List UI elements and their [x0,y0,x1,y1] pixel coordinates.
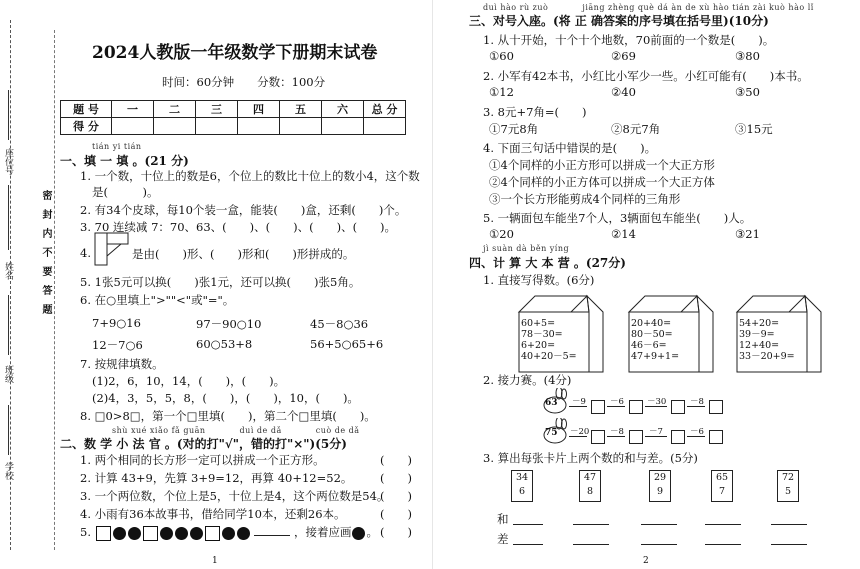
score-header: 总 分 [364,101,406,118]
diff-answer-line[interactable] [771,544,807,545]
dot-shape [222,527,235,540]
calc-item[interactable]: 46－6= [631,340,667,351]
calc-item[interactable]: 78－30= [521,329,563,340]
sec1-heading: 一、填 一 填 。(21 分) [60,154,189,168]
choice-option[interactable]: ③15元 [735,122,773,136]
card-bottom: 8 [586,486,594,497]
calc-item[interactable]: 80－50= [631,329,673,340]
score-cell[interactable] [112,118,154,135]
judge-answer-paren[interactable]: ( ) [380,471,412,485]
judge-5: 5. ，接着应画 。 [80,525,378,539]
score-cell[interactable] [322,118,364,135]
exam-title: 2024人教版一年级数学下册期末试卷 [92,43,378,63]
sec4-heading: 四、计 算 大 本 营 。(27分) [469,256,626,270]
choice-1: 1. 从十开始，十个十个地数，70前面的一个数是( )。 [483,33,775,47]
q2: 2. 有34个皮球，每10个装一盒，能装( )盒，还剩( )个。 [80,203,407,217]
diff-label: 差 [497,532,509,546]
seat-label: 座位号 [3,148,13,175]
sum-answer-line[interactable] [513,524,543,525]
score-cell[interactable] [196,118,238,135]
relay-op: －8 [690,397,704,407]
calc-item[interactable]: 33－20+9= [739,351,795,362]
card-top: 34 [515,472,529,483]
score-table [60,100,406,135]
judge-3: 3. 一个两位数，个位上是5，十位上是4，这个两位数是54。 [80,489,389,503]
choice-option[interactable]: ③50 [735,85,760,99]
seat-line [8,90,9,140]
q4-number: 4. [80,246,91,260]
diff-answer-line[interactable] [573,544,609,545]
sub-2: 2. 接力赛。(4分) [483,373,572,387]
judge-5-tail: ，接着应画 [293,525,352,539]
choice-option[interactable]: ①20 [489,227,514,241]
school-label: 学校 [3,462,13,480]
name-line [8,185,9,250]
score-row-label: 得 分 [61,118,112,135]
score-cell[interactable] [238,118,280,135]
dot-shape [175,527,188,540]
score-header: 二 [154,101,196,118]
choice-option[interactable]: ①60 [489,49,514,63]
judge-2: 2. 计算 43+9，先算 3+9=12，再算 40+12=52。 [80,471,353,485]
q6-item: 60○53+8 [196,337,253,351]
card-top: 29 [653,472,667,483]
relay-op: －7 [649,427,663,437]
choice-5: 5. 一辆面包车能坐7个人，3辆面包车能坐( )人。 [483,211,752,225]
dot-shape [352,527,365,540]
choice-2: 2. 小军有42本书，小红比小军少一些。小红可能有( )本书。 [483,69,809,83]
calc-item[interactable]: 40+20－5= [521,351,577,362]
choice-option[interactable]: ②69 [611,49,636,63]
choice-option[interactable]: ②4个同样的小正方体可以拼成一个大正方体 [489,175,715,189]
sec3-pinyin: duì hào rù zuò jiāng zhèng què dá àn de xù hào tián zài kuò hào lǐ [483,3,814,12]
number-card [711,470,733,502]
relay-op: －6 [690,427,704,437]
q6: 6. 在○里填上">""<"或"="。 [80,293,235,307]
relay-op: －6 [610,397,624,407]
page-number: 1 [212,556,218,566]
q6-item: 7+9○16 [92,316,141,330]
answer-blank[interactable] [254,535,290,536]
relay-start: 75 [545,428,558,438]
score-header: 五 [280,101,322,118]
sum-answer-line[interactable] [573,524,609,525]
choice-option[interactable]: ①12 [489,85,514,99]
calc-item[interactable]: 12+40= [739,340,780,351]
score-header: 六 [322,101,364,118]
score-cell[interactable] [154,118,196,135]
class-line [8,295,9,355]
calc-item[interactable]: 6+20= [521,340,556,351]
house-problems [739,318,795,362]
diff-answer-line[interactable] [641,544,677,545]
judge-answer-paren[interactable]: ( ) [380,507,412,521]
relay-op: －30 [647,397,667,407]
q3: 3. 70 连续减 7：70、63、( )、( )、( )、( )。 [80,220,397,234]
class-label: 班级 [3,365,13,383]
q7-part2: (2)4，3，5，5，8，( )，( )，10，( )。 [92,391,359,405]
score-header: 三 [196,101,238,118]
q7-part1: (1)2，6，10，14，( )，( )。 [92,374,286,388]
sub-1: 1. 直接写得数。(6分) [483,273,595,287]
calc-item[interactable]: 20+40= [631,318,672,329]
calc-item[interactable]: 54+20= [739,318,780,329]
q5: 5. 1张5元可以换( )张1元，还可以换( )张5角。 [80,275,361,289]
sec2-pinyin: shù xué xiǎo fǎ guān duì de dǎ cuò de dǎ [112,426,360,435]
sum-label: 和 [497,512,509,526]
dot-shape [128,527,141,540]
relay-answer-box[interactable] [629,400,643,414]
q6-item: 56+5○65+6 [310,337,384,351]
calc-item[interactable]: 47+9+1= [631,351,680,362]
judge-answer-paren[interactable]: ( ) [380,525,412,539]
card-top: 65 [715,472,729,483]
judge-4: 4. 小雨有36本故事书，借给同学10本，还剩26本。 [80,507,346,521]
choice-option[interactable]: ②40 [611,85,636,99]
square-shape [205,526,220,541]
exam-page-2 [432,0,860,569]
card-bottom: 7 [718,486,726,497]
relay-start: 63 [545,398,558,408]
sec3-heading: 三、对号入座。(将 正 确答案的序号填在括号里)(10分) [469,14,769,28]
relay-op: －8 [610,427,624,437]
score-header: 题 号 [61,101,112,118]
choice-option[interactable]: ③80 [735,49,760,63]
number-card [511,470,533,502]
number-card [579,470,601,502]
score-cell[interactable] [280,118,322,135]
relay-op: －9 [572,397,586,407]
seal-text: 密封内不要答题 [40,190,51,323]
q8: 8. □0>8□，第一个□里填( )，第二个□里填( )。 [80,409,376,423]
dot-shape [113,527,126,540]
judge-answer-paren[interactable]: ( ) [380,453,412,467]
number-card [777,470,799,502]
sum-answer-line[interactable] [771,524,807,525]
shape-figure-icon [94,232,130,266]
square-shape [143,526,158,541]
sum-answer-line[interactable] [641,524,677,525]
choice-option[interactable]: ③一个长方形能剪成4个同样的三角形 [489,192,681,206]
choice-option[interactable]: ①4个同样的小正方形可以拼成一个大正方形 [489,158,715,172]
name-label: 姓名 [3,262,13,280]
q1-line2: 是( )。 [92,185,159,199]
dot-shape [160,527,173,540]
relay-answer-box[interactable] [629,430,643,444]
school-line [8,405,9,455]
number-card [649,470,671,502]
dot-shape [190,527,203,540]
choice-3: 3. 8元+7角=( ) [483,105,587,119]
relay-answer-box[interactable] [591,430,605,444]
score-header: 四 [238,101,280,118]
choice-4: 4. 下面三句话中错误的是( )。 [483,141,657,155]
sec2-heading: 二、数 学 小 法 官 。(对的打"√"，错的打"×")(5分) [60,437,347,451]
relay-answer-box[interactable] [709,400,723,414]
page-number: 2 [643,556,649,566]
judge-1: 1. 两个相同的长方形一定可以拼成一个正方形。 [80,453,325,467]
card-bottom: 6 [518,486,526,497]
square-shape [96,526,111,541]
judge-answer-paren[interactable]: ( ) [380,489,412,503]
diff-answer-line[interactable] [705,544,741,545]
q1-line1: 1. 一个数，十位上的数是6，个位上的数比十位上的数小4，这个数 [80,169,420,183]
q4: 是由( )形、( )形和( )形拼成的。 [132,247,355,261]
calc-item[interactable]: 39－9= [739,329,775,340]
card-bottom: 5 [784,486,792,497]
q6-item: 97－90○10 [196,317,262,331]
relay-op: －20 [570,427,590,437]
choice-option[interactable]: ②14 [611,227,636,241]
q6-item: 12－7○6 [92,338,143,352]
card-top: 47 [583,472,597,483]
sum-answer-line[interactable] [705,524,741,525]
relay-answer-box[interactable] [591,400,605,414]
relay-answer-box[interactable] [671,400,685,414]
judge-5-number: 5. [80,525,91,539]
card-top: 72 [781,472,795,483]
q6-item: 45－8○36 [310,317,369,331]
diff-answer-line[interactable] [513,544,543,545]
score-cell[interactable] [364,118,406,135]
sec1-pinyin: tián yi tián [92,142,142,151]
relay-answer-box[interactable] [709,430,723,444]
exam-meta: 时间：60分钟 分数：100分 [162,75,326,89]
choice-option[interactable]: ②8元7角 [611,122,661,136]
house-problems [631,318,679,362]
house-problems [521,318,577,362]
q7: 7. 按规律填数。 [80,357,164,371]
choice-option[interactable]: ③21 [735,227,760,241]
card-bottom: 9 [656,486,664,497]
dot-shape [237,527,250,540]
score-header: 一 [112,101,154,118]
relay-answer-box[interactable] [671,430,685,444]
exam-page-1 [0,0,428,569]
calc-item[interactable]: 60+5= [521,318,556,329]
sec4-pinyin: jì suàn dà běn yíng [483,244,570,253]
sub-3: 3. 算出每张卡片上两个数的和与差。(5分) [483,451,698,465]
choice-option[interactable]: ①7元8角 [489,122,539,136]
seal-line [54,30,55,550]
